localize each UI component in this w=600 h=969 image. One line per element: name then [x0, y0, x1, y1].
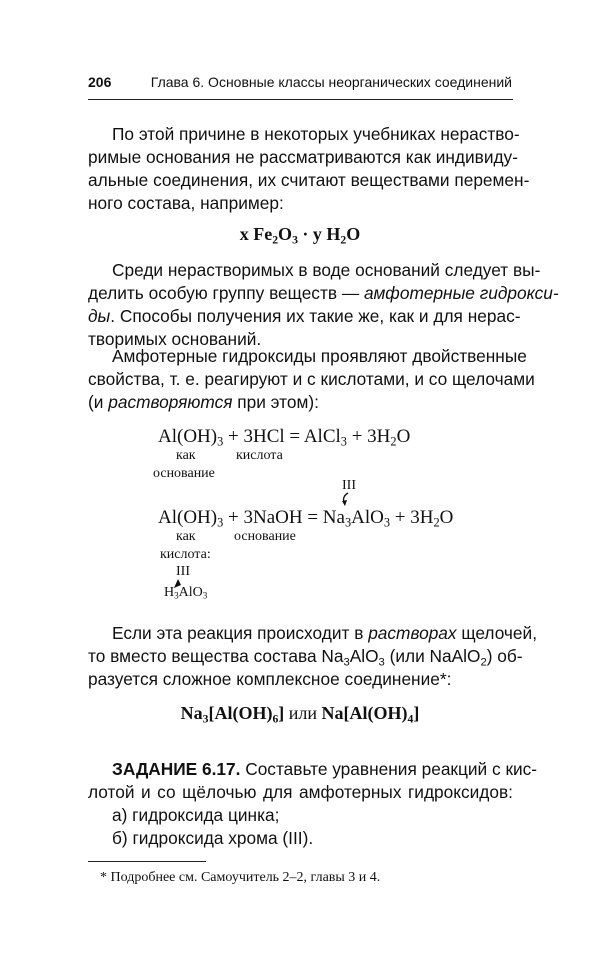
text-run: По этой причине в некоторых учебниках нераство-: [112, 124, 520, 144]
paragraph-4-line: [112, 622, 538, 644]
running-header: Глава 6. Основные классы неорганических соединений: [150, 74, 512, 90]
subscript: 3: [217, 515, 224, 530]
paragraph-4-line: [88, 668, 513, 690]
text-run: амфотерные гидрокси-: [363, 283, 559, 303]
label-kak-2: как: [176, 529, 196, 544]
text-run: AlO: [178, 585, 203, 600]
subscript: 3: [378, 656, 385, 669]
text-run: Среди нерастворимых в воде оснований следует вы-: [112, 260, 541, 280]
text-run: Al(OH): [158, 507, 218, 528]
text-run: AlO: [349, 646, 379, 666]
footnote-rule: [88, 861, 206, 862]
subscript: 3: [383, 515, 391, 530]
text-run: растворяются: [108, 392, 233, 412]
subscript: 3: [343, 656, 350, 669]
valence-label-1: III: [342, 478, 356, 493]
paragraph-1-line: [88, 146, 518, 168]
text-run: а) гидроксида цинка;: [112, 805, 280, 825]
text-run: O: [346, 224, 361, 244]
text-run: лотой и со щёлочью для амфотерных гидроксидов:: [88, 782, 513, 802]
text-run: O: [396, 426, 411, 447]
text-run: растворах: [368, 623, 457, 643]
subscript: 3: [174, 590, 179, 601]
label-kak-1: как: [176, 448, 196, 463]
subscript: 2: [390, 434, 397, 449]
text-run: O: [278, 224, 293, 244]
subscript: 3: [217, 434, 224, 449]
text-run: ЗАДАНИЕ 6.17.: [112, 759, 241, 779]
label-acid-1: кислота: [236, 448, 283, 463]
valence-label-2: III: [176, 564, 190, 579]
task-paragraph-line: [112, 804, 513, 826]
subscript: 2: [480, 656, 487, 669]
header-rule: [88, 99, 513, 100]
text-run: Если эта реакция происходит в: [112, 623, 369, 643]
subscript: 3: [292, 233, 298, 247]
paragraph-3-line: [88, 368, 535, 390]
paragraph-2-line: [112, 259, 541, 281]
text-run: Составьте уравнения реакций с кис-: [240, 759, 538, 779]
text-run: O: [439, 507, 454, 528]
paragraph-1-line: [112, 123, 520, 145]
text-run: + 3H: [346, 426, 391, 447]
formula-h3alo3: [164, 585, 207, 601]
curved-arrow-icon: [338, 492, 354, 508]
text-run: H: [164, 585, 175, 600]
text-run: свойства, т. е. реагируют и с кислотами, и со щелочами: [88, 369, 535, 389]
label-base-2: основание: [234, 529, 296, 544]
paragraph-3-line: [88, 391, 513, 413]
equation-1: [158, 426, 410, 448]
text-run: [Al(OH): [208, 703, 273, 723]
formula-oxide-hydrate: [0, 224, 600, 245]
text-run: ного состава, например:: [88, 193, 284, 213]
task-paragraph-line: [112, 827, 513, 849]
subscript: 3: [202, 712, 209, 726]
text-run: ды: [88, 306, 111, 326]
text-run: щелочей,: [456, 623, 538, 643]
text-run: . Способы получения их такие же, как и для нерас-: [110, 306, 521, 326]
page-number: 206: [88, 74, 112, 90]
text-run: + 3NaOH = Na: [223, 507, 345, 528]
paragraph-4-line: [88, 645, 523, 669]
text-run: + 3HCl = AlCl: [223, 426, 341, 447]
subscript: 3: [344, 515, 352, 530]
text-run: б) гидроксида хрома (III).: [112, 828, 314, 848]
subscript: 3: [202, 590, 208, 601]
label-base-1: основание: [153, 466, 215, 481]
text-run: Na[Al(OH): [321, 703, 408, 723]
subscript: 6: [272, 712, 279, 726]
subscript: 2: [340, 233, 347, 247]
subscript: 3: [340, 434, 347, 449]
paragraph-1-line: [88, 169, 530, 191]
subscript: 4: [407, 712, 414, 726]
text-run: (и: [88, 392, 109, 412]
text-run: Na: [180, 703, 203, 723]
text-run: ) об-: [486, 646, 523, 666]
text-run: разуется сложное комплексное соединение*:: [88, 669, 452, 689]
equation-2: [158, 507, 453, 529]
subscript: 2: [433, 515, 440, 530]
text-run: или: [284, 703, 322, 723]
paragraph-2-line: [88, 305, 521, 327]
text-run: ]: [413, 703, 420, 723]
text-run: при этом):: [232, 392, 319, 412]
task-paragraph-line: [88, 781, 513, 803]
footnote: * Подробнее см. Самоучитель 2–2, главы 3 и 4.: [100, 870, 381, 885]
task-paragraph-line: [112, 758, 538, 780]
subscript: 2: [272, 233, 279, 247]
text-run: Амфотерные гидроксиды проявляют двойственные: [112, 346, 527, 366]
text-run: римые основания не рассматриваются как индивиду-: [88, 147, 518, 167]
text-run: · y H: [297, 224, 341, 244]
text-run: AlO: [351, 507, 384, 528]
text-run: x Fe: [239, 224, 273, 244]
text-run: альные соединения, их считают веществами перемен-: [88, 170, 530, 190]
text-run: Al(OH): [158, 426, 218, 447]
text-run: творимых оснований.: [88, 329, 262, 349]
paragraph-2-line: [88, 282, 559, 304]
label-acid-2: кислота:: [160, 547, 211, 562]
text-run: ]: [278, 703, 285, 723]
text-run: то вместо вещества состава Na: [88, 646, 344, 666]
text-run: + 3H: [390, 507, 434, 528]
text-run: (или NaAlO: [384, 646, 481, 666]
text-run: делить особую группу веществ —: [88, 283, 364, 303]
formula-complexes: [0, 703, 600, 724]
paragraph-3-line: [112, 345, 527, 367]
paragraph-1-line: [88, 192, 513, 214]
